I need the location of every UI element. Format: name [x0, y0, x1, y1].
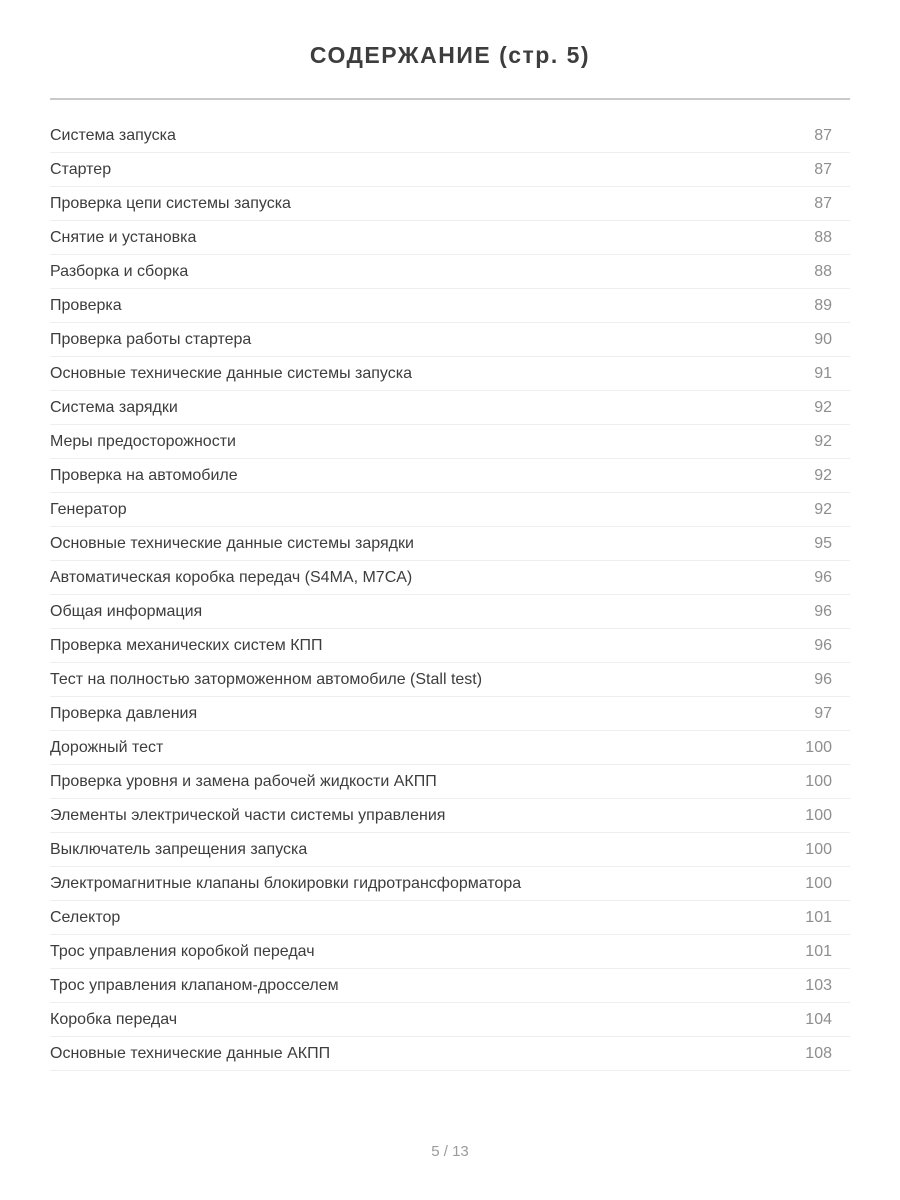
toc-entry-page-number: 108 — [805, 1044, 832, 1062]
toc-entry-label: Выключатель запрещения запуска — [50, 840, 308, 858]
toc-entry-label: Автоматическая коробка передач (S4MA, M7CA) — [50, 568, 413, 586]
toc-entry-label: Селектор — [50, 908, 121, 926]
toc-entry-page-number: 88 — [814, 228, 832, 246]
page-title: СОДЕРЖАНИЕ (стр. 5) — [309, 42, 591, 68]
toc-entry — [50, 493, 850, 527]
toc-entry — [50, 561, 850, 595]
toc-entry — [50, 391, 850, 425]
toc-entry-page-number: 92 — [814, 398, 832, 416]
toc-entry-page-number: 91 — [814, 364, 832, 382]
toc-entry-label: Элементы электрической части системы управления — [50, 806, 446, 824]
title-divider — [50, 98, 850, 100]
toc-entry-label: Снятие и установка — [50, 228, 197, 246]
toc-entry-page-number: 87 — [814, 126, 832, 144]
toc-entry — [50, 425, 850, 459]
toc-entry-page-number: 90 — [814, 330, 832, 348]
toc-entry-page-number: 92 — [814, 432, 832, 450]
toc-entry-label: Стартер — [50, 160, 112, 178]
toc-entry-page-number: 95 — [814, 534, 832, 552]
toc-entry — [50, 595, 850, 629]
toc-entry-page-number: 104 — [805, 1010, 832, 1028]
toc-entry — [50, 799, 850, 833]
toc-entry — [50, 1037, 850, 1071]
toc-entry-page-number: 100 — [805, 874, 832, 892]
toc-entry-label: Дорожный тест — [50, 738, 164, 756]
toc-entry — [50, 119, 850, 153]
toc-entry — [50, 765, 850, 799]
toc-entry-page-number: 100 — [805, 840, 832, 858]
toc-entry-page-number: 97 — [814, 704, 832, 722]
toc-entry-label: Разборка и сборка — [50, 262, 189, 280]
toc-entry — [50, 153, 850, 187]
toc-entry-label: Проверка цепи системы запуска — [50, 194, 291, 212]
toc-entry — [50, 289, 850, 323]
toc-entry — [50, 323, 850, 357]
toc-entry-page-number: 100 — [805, 738, 832, 756]
toc-entry — [50, 459, 850, 493]
toc-entry-label: Меры предосторожности — [50, 432, 236, 450]
toc-entry — [50, 663, 850, 697]
toc-entry — [50, 901, 850, 935]
toc-entry-label: Проверка давления — [50, 704, 198, 722]
toc-entry-page-number: 96 — [814, 636, 832, 654]
toc-entry-page-number: 96 — [814, 568, 832, 586]
toc-entry — [50, 527, 850, 561]
toc-entry-page-number: 87 — [814, 194, 832, 212]
toc-entry-label: Электромагнитные клапаны блокировки гидротрансформатора — [50, 874, 522, 892]
page-indicator: 5 / 13 — [431, 1143, 469, 1160]
toc-entry-page-number: 100 — [805, 772, 832, 790]
toc-entry-label: Система зарядки — [50, 398, 178, 416]
toc-entry-label: Основные технические данные АКПП — [50, 1044, 331, 1062]
toc-entry — [50, 255, 850, 289]
toc-entry-page-number: 92 — [814, 500, 832, 518]
toc-entry-label: Коробка передач — [50, 1010, 178, 1028]
toc-entry — [50, 697, 850, 731]
toc-entry — [50, 1003, 850, 1037]
toc-entry — [50, 731, 850, 765]
toc-entry — [50, 969, 850, 1003]
toc-entry-label: Проверка на автомобиле — [50, 466, 238, 484]
toc-entry — [50, 867, 850, 901]
toc-entry-label: Тест на полностью заторможенном автомобиле (Stall test) — [50, 670, 483, 688]
toc-entry — [50, 187, 850, 221]
toc-entry-page-number: 88 — [814, 262, 832, 280]
toc-entry — [50, 629, 850, 663]
toc-entry-label: Генератор — [50, 500, 127, 518]
toc-entry-label: Проверка механических систем КПП — [50, 636, 323, 654]
toc-entry-page-number: 89 — [814, 296, 832, 314]
toc-entry-label: Проверка работы стартера — [50, 330, 252, 348]
toc-entry-label: Общая информация — [50, 602, 203, 620]
toc-entry — [50, 935, 850, 969]
toc-entry-page-number: 92 — [814, 466, 832, 484]
toc-entry-page-number: 101 — [805, 942, 832, 960]
toc-entry — [50, 221, 850, 255]
toc-entry-label: Проверка уровня и замена рабочей жидкости АКПП — [50, 772, 437, 790]
toc-entry-label: Трос управления клапаном-дросселем — [50, 976, 339, 994]
toc-entry-page-number: 87 — [814, 160, 832, 178]
toc-entry-page-number: 96 — [814, 602, 832, 620]
toc-entry-label: Трос управления коробкой передач — [50, 942, 315, 960]
toc-entry — [50, 833, 850, 867]
toc-list — [50, 119, 850, 1071]
toc-entry-page-number: 100 — [805, 806, 832, 824]
toc-entry-label: Основные технические данные системы зарядки — [50, 534, 414, 552]
toc-entry-label: Основные технические данные системы запуска — [50, 364, 412, 382]
toc-entry-label: Система запуска — [50, 126, 176, 144]
toc-entry-label: Проверка — [50, 296, 122, 314]
toc-entry-page-number: 96 — [814, 670, 832, 688]
toc-entry-page-number: 101 — [805, 908, 832, 926]
toc-entry — [50, 357, 850, 391]
toc-entry-page-number: 103 — [805, 976, 832, 994]
